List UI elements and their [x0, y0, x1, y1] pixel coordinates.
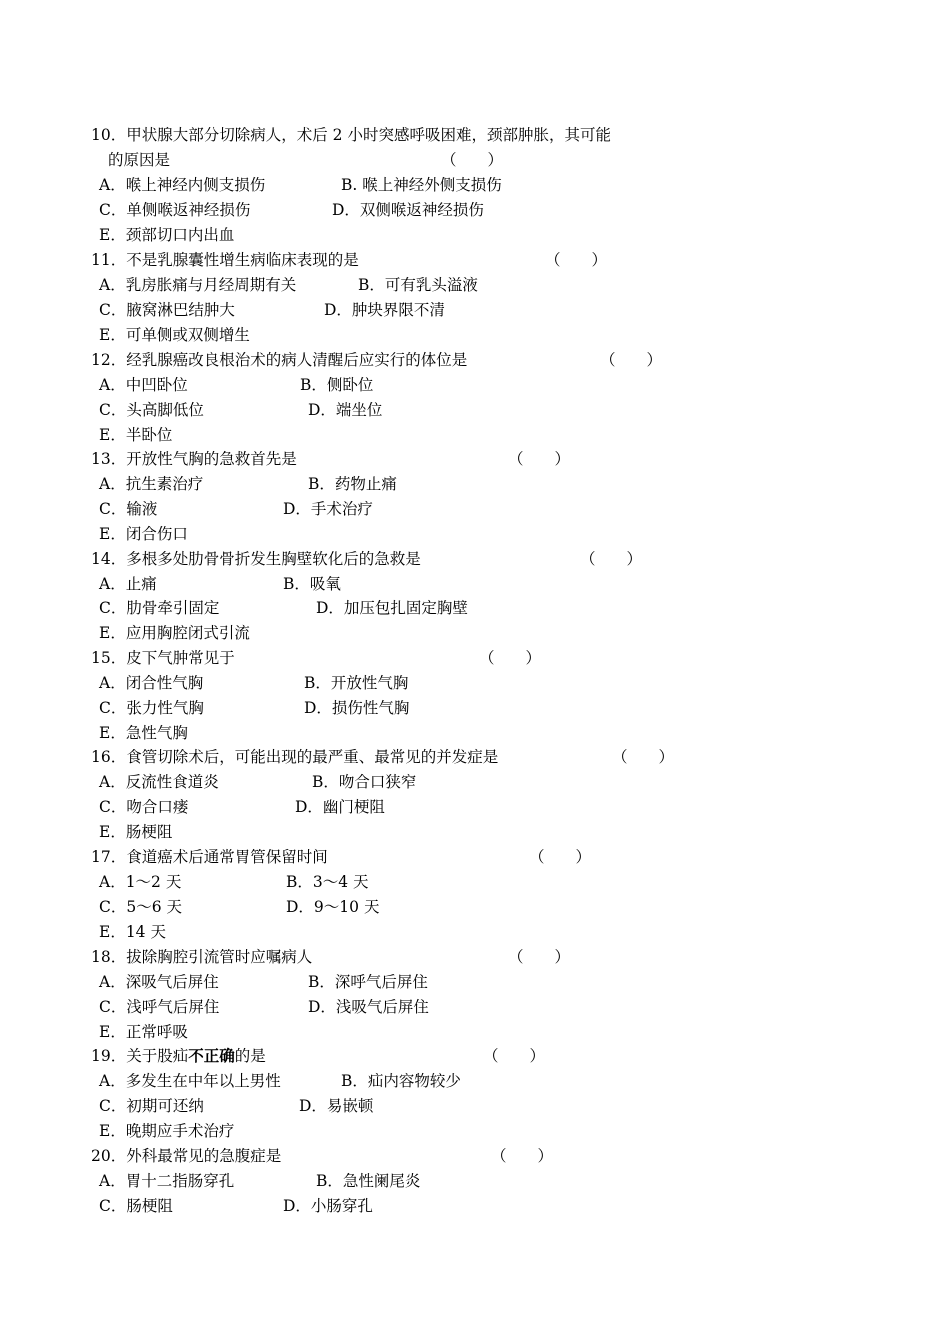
option-a: A．胃十二指肠穿孔 [99, 1172, 235, 1190]
option-c: C．5～6 天 [99, 898, 183, 916]
document-page: 10．甲状腺大部分切除病人，术后 2 小时突感呼吸困难，颈部肿胀，其可能 的原因是 （ ） A．喉上神经内侧支损伤 B. 喉上神经外侧支损伤 C．单侧喉返神经损伤 D．双侧喉返神经损伤 E．颈部切口内出血 11．不是乳腺囊性增生病临床表现的是 （ ） A．乳房胀痛与月经周期有关 B．可有乳头溢液 C．腋窝淋巴结肿大 D．肿块界限不清 E．可单侧或双侧增生 12．经乳腺癌改良根治术的病人清醒后应实行的体位是 （ ） A．中凹卧位 B．侧卧位 C．头高脚低位 D．端坐位 E．半卧位 13．开放性气胸的急救首先是 （ ） A．抗生素治疗 B．药物止痛 C．输液 D．手术治疗 E．闭合伤口 14．多根多处肋骨骨折发生胸壁软化后的急救是 （ ） A．止痛 B．吸氧 C．肋骨牵引固定 D．加压包扎固定胸壁 E．应用胸腔闭式引流 15．皮下气肿常见于 （ ） A．闭合性气胸 B．开放性气胸 C．张力性气胸 D．损伤性气胸 E．急性气胸 16．食管切除术后，可能出现的最严重、最常见的并发症是 （ ） A．反流性食道炎 B．吻合口狭窄 C．吻合口瘘 D．幽门梗阻 E．肠梗阻 17．食道癌术后通常胃管保留时间 （ ） A．1～2 天 B．3～4 天 C．5～6 天 D．9～10 天 E．14 天 18．拔除胸腔引流管时应嘱病人 （ ） A．深吸气后屏住 B．深呼气后屏住 C．浅呼气后屏住 D．浅吸气后屏住 E．正常呼吸 19．关于股疝不正确的是 （ ） A．多发生在中年以上男性 B．疝内容物较少 C．初期可还纳 D．易嵌顿 E．晚期应手术治疗 20．外科最常见的急腹症是 （ ） A．胃十二指肠穿孔 B．急性阑尾炎 C．肠梗阻 D．小肠穿孔 [0, 0, 950, 1344]
answer-paren[interactable]: （ ） [441, 151, 504, 169]
answer-paren[interactable]: （ ） [508, 450, 571, 468]
option-e: E．可单侧或双侧增生 [99, 326, 250, 344]
option-a: A．闭合性气胸 [99, 674, 204, 692]
answer-paren[interactable]: （ ） [479, 649, 542, 667]
option-a: A．乳房胀痛与月经周期有关 [99, 276, 297, 294]
answer-paren[interactable]: （ ） [491, 1147, 554, 1165]
option-a: A．多发生在中年以上男性 [99, 1072, 281, 1090]
option-b: B. 喉上神经外侧支损伤 [341, 176, 502, 194]
option-d: D．损伤性气胸 [304, 699, 410, 717]
option-e: E．应用胸腔闭式引流 [99, 624, 250, 642]
option-a: A．深吸气后屏住 [99, 973, 219, 991]
option-e: E．14 天 [99, 923, 166, 941]
option-d: D．9～10 天 [286, 898, 380, 916]
option-b: B．疝内容物较少 [341, 1072, 461, 1090]
option-e: E．急性气胸 [99, 724, 188, 742]
option-b: B．深呼气后屏住 [308, 973, 428, 991]
option-c: C．浅呼气后屏住 [99, 998, 220, 1016]
option-d: D．肿块界限不清 [324, 301, 445, 319]
option-a: A．喉上神经内侧支损伤 [99, 176, 266, 194]
option-a: A．止痛 [99, 575, 157, 593]
option-d: D．小肠穿孔 [283, 1197, 373, 1215]
option-e: E．晚期应手术治疗 [99, 1122, 235, 1140]
option-c: C．肋骨牵引固定 [99, 599, 220, 617]
option-d: D．易嵌顿 [299, 1097, 374, 1115]
option-d: D．加压包扎固定胸壁 [316, 599, 468, 617]
option-e: E．正常呼吸 [99, 1023, 188, 1041]
option-b: B．开放性气胸 [304, 674, 409, 692]
option-c: C．吻合口瘘 [99, 798, 189, 816]
option-c: C．单侧喉返神经损伤 [99, 201, 251, 219]
option-b: B．可有乳头溢液 [358, 276, 478, 294]
option-b: B．药物止痛 [308, 475, 397, 493]
option-d: D．端坐位 [308, 401, 383, 419]
option-b: B．吻合口狭窄 [312, 773, 417, 791]
answer-paren[interactable]: （ ） [580, 550, 643, 568]
option-b: B．吸氧 [283, 575, 341, 593]
option-e: E．半卧位 [99, 426, 173, 444]
answer-paren[interactable]: （ ） [545, 251, 608, 269]
option-d: D．幽门梗阻 [295, 798, 385, 816]
option-c: C．头高脚低位 [99, 401, 204, 419]
answer-paren[interactable]: （ ） [529, 848, 592, 866]
answer-paren[interactable]: （ ） [600, 351, 663, 369]
option-d: D．浅吸气后屏住 [308, 998, 429, 1016]
option-a: A．反流性食道炎 [99, 773, 219, 791]
option-c: C．腋窝淋巴结肿大 [99, 301, 235, 319]
answer-paren[interactable]: （ ） [508, 948, 571, 966]
option-a: A．1～2 天 [99, 873, 182, 891]
option-c: C．初期可还纳 [99, 1097, 204, 1115]
answer-paren[interactable]: （ ） [612, 748, 675, 766]
option-a: A．中凹卧位 [99, 376, 188, 394]
option-e: E．肠梗阻 [99, 823, 173, 841]
option-c: C．张力性气胸 [99, 699, 204, 717]
option-a: A．抗生素治疗 [99, 475, 204, 493]
option-c: C．输液 [99, 500, 158, 518]
option-b: B．侧卧位 [300, 376, 374, 394]
option-e: E．颈部切口内出血 [99, 226, 235, 244]
option-b: B．3～4 天 [286, 873, 369, 891]
emphasis-not-correct: 不正确 [188, 1047, 235, 1065]
option-c: C．肠梗阻 [99, 1197, 173, 1215]
option-d: D．双侧喉返神经损伤 [332, 201, 484, 219]
option-d: D．手术治疗 [283, 500, 373, 518]
option-b: B．急性阑尾炎 [316, 1172, 421, 1190]
answer-paren[interactable]: （ ） [483, 1047, 546, 1065]
option-e: E．闭合伤口 [99, 525, 188, 543]
